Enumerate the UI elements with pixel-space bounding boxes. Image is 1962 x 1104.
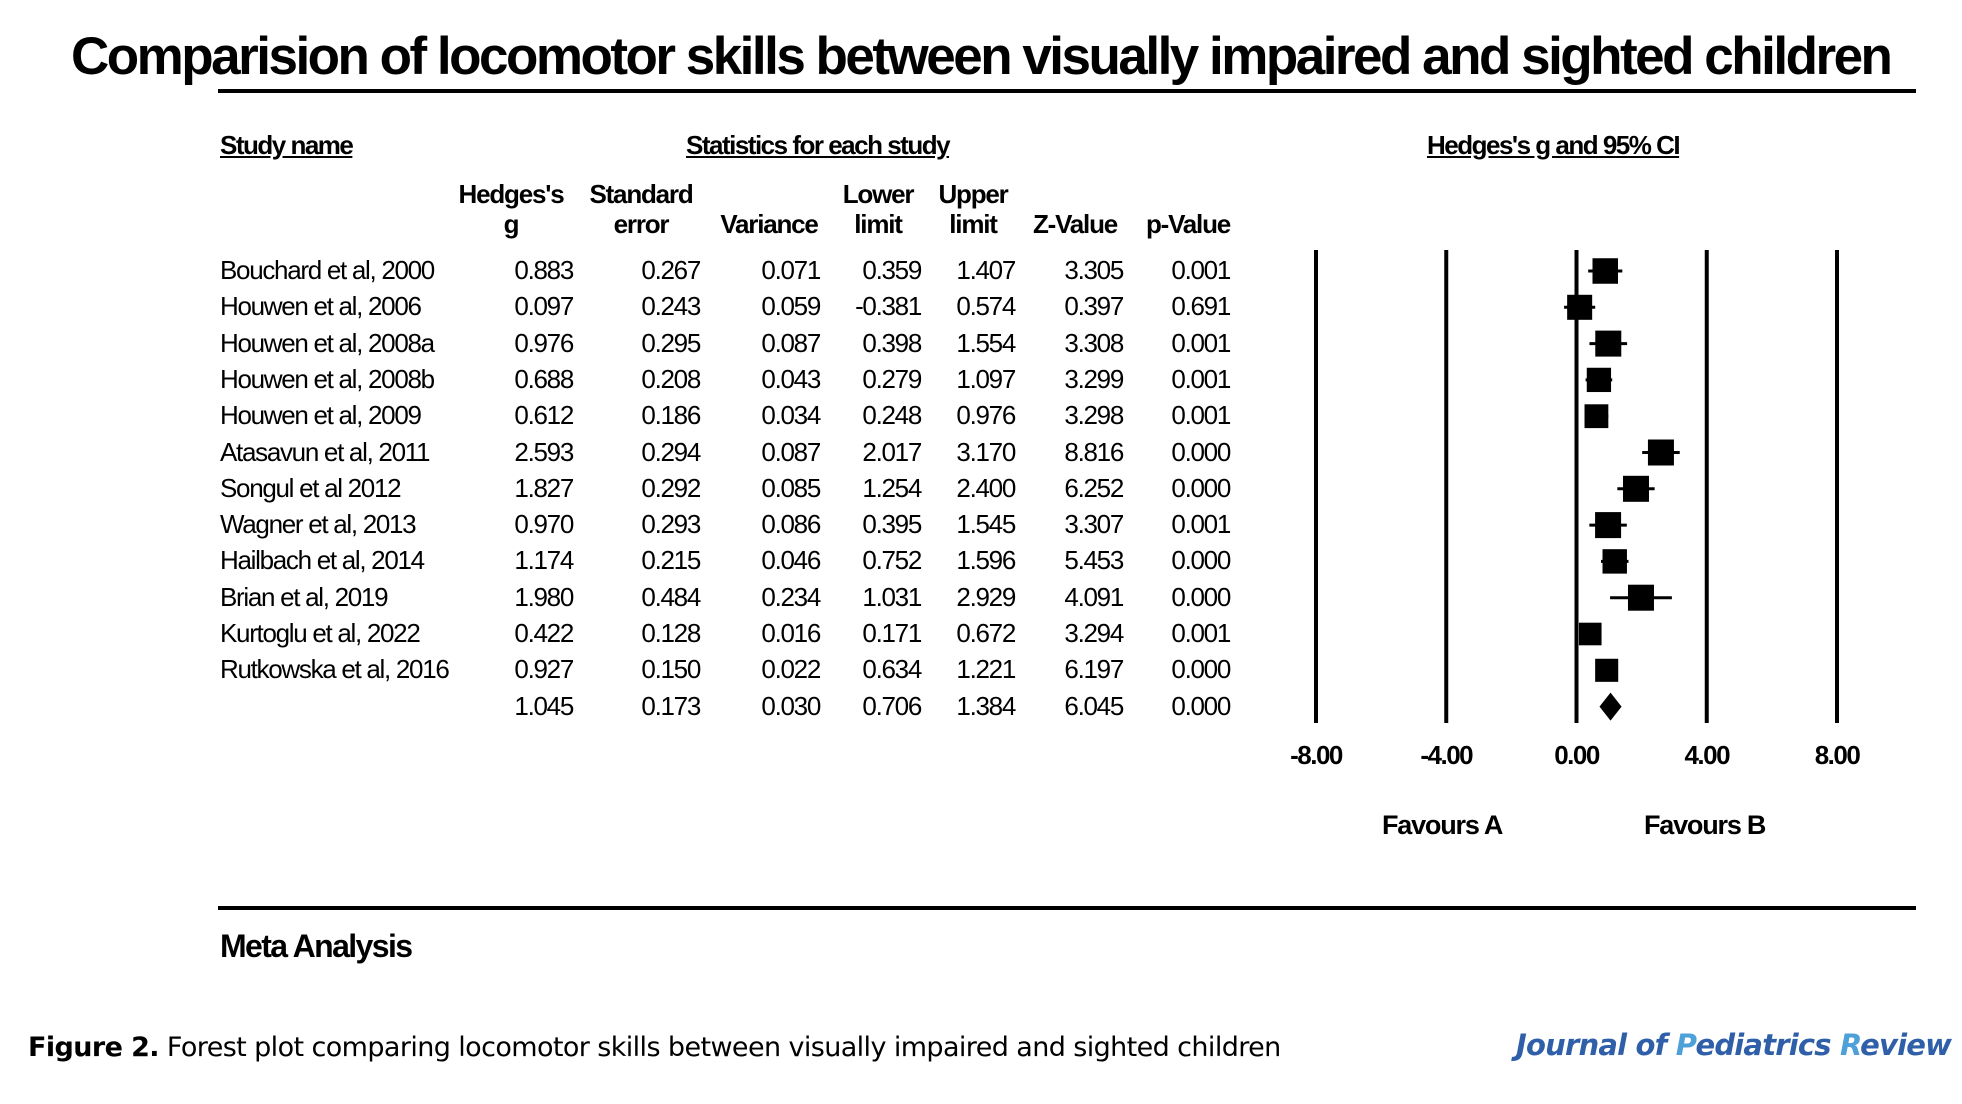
- chart-title: Comparision of locomotor skills between visually impaired and sighted children: [71, 27, 1891, 86]
- table-value-cell: 3.299: [1064, 363, 1123, 394]
- table-value-cell: 0.279: [862, 363, 921, 394]
- table-value-cell: 0.001: [1171, 255, 1230, 285]
- column-header-line1: Standard: [589, 179, 693, 209]
- table-value-cell: 0.688: [514, 363, 573, 394]
- table-value-cell: 0.398: [862, 327, 921, 358]
- table-value-cell: 0.085: [761, 472, 820, 503]
- table-value-cell: 0.976: [956, 400, 1015, 431]
- x-tick-label: -4.00: [1420, 740, 1473, 770]
- table-value-cell: 0.927: [514, 654, 573, 685]
- effect-marker: [1592, 258, 1618, 284]
- x-tick-label: 8.00: [1814, 740, 1860, 770]
- x-tick-label: 4.00: [1684, 740, 1730, 770]
- table-value-cell: 0.574: [956, 291, 1015, 322]
- table-value-cell: 1.174: [514, 545, 573, 576]
- table-value-cell: 0.634: [862, 654, 921, 685]
- effect-marker: [1595, 512, 1621, 538]
- effect-marker: [1579, 623, 1602, 646]
- table-value-cell: 1.221: [956, 654, 1015, 685]
- meta-analysis-label: Meta Analysis: [220, 928, 412, 964]
- table-value-cell: 6.252: [1064, 472, 1123, 503]
- x-tick-label: -8.00: [1290, 740, 1342, 770]
- table-value-cell: 0.395: [862, 509, 921, 540]
- table-value-cell: 3.298: [1064, 400, 1123, 431]
- table-value-cell: 1.554: [956, 327, 1015, 358]
- study-name-cell: Houwen et al, 2006: [220, 291, 421, 322]
- table-value-cell: 0.128: [641, 618, 700, 648]
- effect-marker: [1595, 659, 1618, 682]
- table-value-cell: 1.980: [514, 581, 573, 612]
- table-value-cell: 0.215: [641, 545, 700, 576]
- table-value-cell: 0.086: [761, 509, 820, 540]
- column-header-line2: Variance: [720, 209, 818, 239]
- column-header-line1: Lower: [842, 179, 914, 209]
- table-value-cell: 0.397: [1064, 291, 1123, 322]
- study-name-cell: Wagner et al, 2013: [220, 509, 416, 540]
- table-value-cell: 0.359: [862, 255, 921, 285]
- study-name-cell: Brian et al, 2019: [220, 581, 388, 612]
- study-name-cell: Kurtoglu et al, 2022: [220, 618, 420, 648]
- table-value-cell: 0.295: [641, 327, 700, 358]
- summary-diamond: [1599, 693, 1621, 721]
- table-value-cell: 5.453: [1064, 545, 1123, 576]
- favours-a-label: Favours A: [1382, 810, 1503, 840]
- journal-logo-part: eview: [1860, 1028, 1952, 1062]
- summary-value-cell: 1.045: [514, 690, 573, 721]
- journal-logo-part: J: [1516, 1028, 1526, 1062]
- favours-b-label: Favours B: [1644, 810, 1766, 840]
- table-value-cell: 0.046: [761, 545, 820, 576]
- table-value-cell: 3.170: [956, 436, 1015, 467]
- table-value-cell: 0.248: [862, 400, 921, 431]
- effect-marker: [1623, 476, 1649, 502]
- table-value-cell: 0.071: [761, 255, 820, 285]
- effect-marker: [1595, 331, 1621, 357]
- table-value-cell: 0.186: [641, 400, 700, 431]
- study-name-cell: Atasavun et al, 2011: [220, 436, 430, 467]
- table-value-cell: -0.381: [855, 291, 921, 322]
- summary-value-cell: 0.030: [761, 690, 820, 721]
- study-name-cell: Songul et al 2012: [220, 472, 401, 503]
- journal-logo-part: ournal of: [1526, 1028, 1676, 1062]
- figure-caption-text: Forest plot comparing locomotor skills between visually impaired and sighted children: [166, 1032, 1281, 1063]
- table-value-cell: 0.976: [514, 327, 573, 358]
- study-name-cell: Hailbach et al, 2014: [220, 545, 424, 576]
- table-value-cell: 1.407: [956, 255, 1015, 285]
- table-value-cell: 3.307: [1064, 509, 1123, 540]
- effect-marker: [1587, 368, 1611, 392]
- table-value-cell: 3.305: [1064, 255, 1123, 285]
- study-name-cell: Bouchard et al, 2000: [220, 255, 434, 285]
- table-value-cell: 1.097: [956, 363, 1015, 394]
- table-value-cell: 0.294: [641, 436, 700, 467]
- table-value-cell: 0.752: [862, 545, 921, 576]
- table-value-cell: 2.017: [862, 436, 921, 467]
- table-value-cell: 0.000: [1171, 654, 1230, 685]
- summary-value-cell: 0.000: [1171, 690, 1230, 721]
- table-value-cell: 0.000: [1171, 545, 1230, 576]
- table-value-cell: 0.150: [641, 654, 700, 685]
- table-value-cell: 0.059: [761, 291, 820, 322]
- table-value-cell: 0.292: [641, 472, 700, 503]
- table-value-cell: 0.087: [761, 436, 820, 467]
- x-tick-label: 0.00: [1554, 740, 1599, 770]
- table-value-cell: 0.097: [514, 291, 573, 322]
- statistics-header: Statistics for each study: [686, 130, 950, 160]
- figure-caption: [28, 1032, 1281, 1063]
- table-value-cell: 0.000: [1171, 472, 1230, 503]
- study-name-cell: Rutkowska et al, 2016: [220, 654, 449, 685]
- effect-marker: [1603, 549, 1627, 573]
- table-value-cell: 4.091: [1064, 581, 1123, 612]
- column-header-line2: g: [503, 209, 519, 239]
- table-value-cell: 0.087: [761, 327, 820, 358]
- journal-logo-part: R: [1840, 1028, 1861, 1062]
- table-value-cell: 0.691: [1171, 291, 1230, 322]
- table-value-cell: 0.001: [1171, 618, 1230, 648]
- table-value-cell: 0.612: [514, 400, 573, 431]
- table-value-cell: 2.400: [956, 472, 1015, 503]
- table-value-cell: 0.043: [761, 363, 820, 394]
- table-value-cell: 0.001: [1171, 363, 1230, 394]
- bottom-rule: [218, 906, 1916, 910]
- table-value-cell: 2.929: [956, 581, 1015, 612]
- table-value-cell: 0.016: [761, 618, 820, 648]
- table-value-cell: 1.545: [956, 509, 1015, 540]
- table-value-cell: 0.208: [641, 363, 700, 394]
- table-value-cell: 0.243: [641, 291, 700, 322]
- column-header-line1: Upper: [938, 179, 1008, 209]
- plot-header: Hedges's g and 95% CI: [1427, 130, 1680, 160]
- table-value-cell: 1.827: [514, 472, 573, 503]
- table-value-cell: 3.294: [1064, 618, 1123, 648]
- journal-logo: [1516, 1028, 1951, 1062]
- table-value-cell: 0.422: [514, 618, 573, 648]
- effect-marker: [1585, 404, 1609, 428]
- table-value-cell: 0.001: [1171, 327, 1230, 358]
- effect-marker: [1567, 295, 1592, 320]
- table-value-cell: 0.883: [514, 255, 573, 285]
- table-value-cell: 0.293: [641, 509, 700, 540]
- table-value-cell: 1.031: [862, 581, 921, 612]
- table-value-cell: 0.001: [1171, 400, 1230, 431]
- column-header-line2: p-Value: [1145, 209, 1231, 239]
- column-header-line2: error: [613, 209, 669, 239]
- summary-value-cell: 1.384: [956, 690, 1015, 721]
- table-value-cell: 0.970: [514, 509, 573, 540]
- table-value-cell: 2.593: [514, 436, 573, 467]
- table-value-cell: 1.596: [956, 545, 1015, 576]
- column-header-line2: limit: [949, 209, 997, 239]
- figure-caption-label: Figure 2.: [28, 1032, 159, 1063]
- effect-marker: [1628, 585, 1654, 611]
- journal-logo-part: ediatrics: [1695, 1028, 1841, 1062]
- effect-marker: [1648, 440, 1674, 466]
- column-header-line2: Z-Value: [1032, 209, 1118, 239]
- summary-value-cell: 0.173: [641, 690, 700, 721]
- summary-value-cell: 6.045: [1064, 690, 1123, 721]
- table-value-cell: 6.197: [1064, 654, 1123, 685]
- table-value-cell: 0.267: [641, 255, 700, 285]
- table-value-cell: 0.034: [761, 400, 820, 431]
- table-value-cell: 0.022: [761, 654, 820, 685]
- table-value-cell: 0.672: [956, 618, 1015, 648]
- table-value-cell: 8.816: [1064, 436, 1123, 467]
- column-header-line2: limit: [854, 209, 902, 239]
- summary-value-cell: 0.706: [862, 690, 921, 721]
- study-name-header: Study name: [220, 130, 353, 160]
- study-name-cell: Houwen et al, 2008a: [220, 327, 434, 358]
- table-value-cell: 0.234: [761, 581, 820, 612]
- study-name-cell: Houwen et al, 2008b: [220, 363, 434, 394]
- table-value-cell: 0.171: [862, 618, 921, 648]
- column-header-line1: Hedges's: [458, 179, 564, 209]
- table-value-cell: 0.484: [641, 581, 700, 612]
- journal-logo-part: P: [1675, 1028, 1696, 1062]
- table-value-cell: 0.000: [1171, 436, 1230, 467]
- table-value-cell: 0.000: [1171, 581, 1230, 612]
- study-name-cell: Houwen et al, 2009: [220, 400, 421, 431]
- table-value-cell: 1.254: [862, 472, 921, 503]
- table-value-cell: 0.001: [1171, 509, 1230, 540]
- table-value-cell: 3.308: [1064, 327, 1123, 358]
